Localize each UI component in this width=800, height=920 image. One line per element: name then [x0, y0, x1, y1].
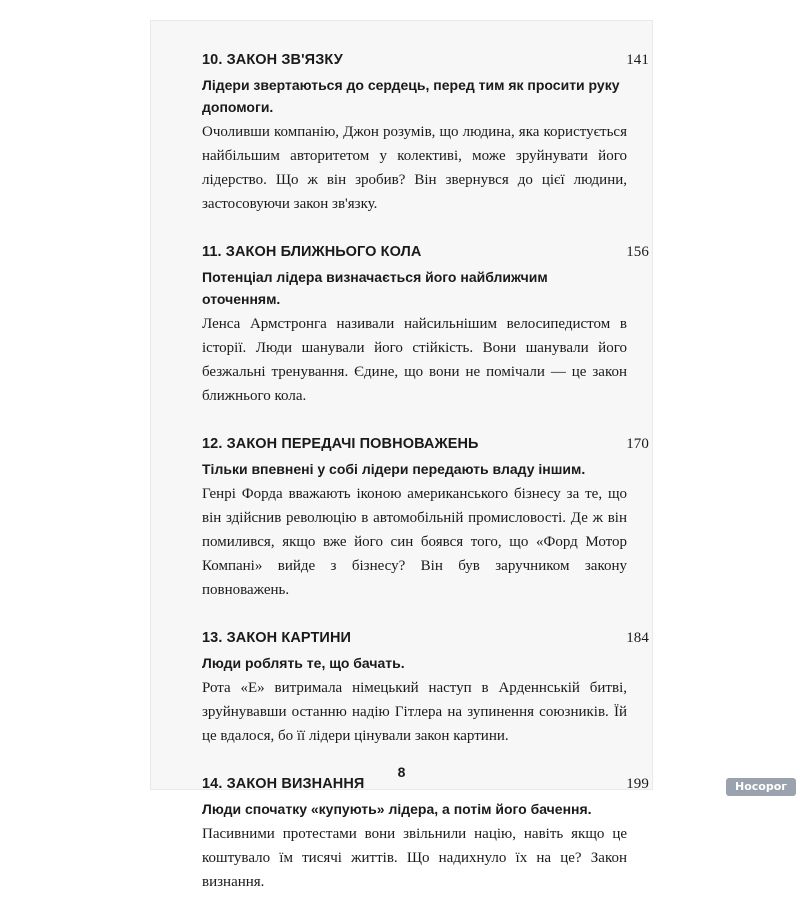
entry-page-number: 156 [626, 244, 649, 260]
page-number: 8 [397, 764, 406, 780]
contents-entry [202, 628, 649, 748]
entry-page-number: 199 [626, 776, 649, 792]
entry-lead: Потенціал лідера визначається його найближчим оточенням. [202, 269, 548, 307]
entry-lead: Тільки впевнені у собі лідери передають владу іншим. [202, 461, 586, 477]
entry-body: Ленса Армстронга називали найсильнішим велосипедистом в історії. Люди шанували його стійкість. Вони шанували його безжальні тренування. Єдине, що вони не помічали — це закон ближнього кола. [202, 316, 627, 404]
entry-title: 11. ЗАКОН БЛИЖНЬОГО КОЛА [202, 244, 422, 260]
entry-body: Рота «Е» витримала німецький наступ в Арденнській битві, зруйнувавши останню надію Гітлера на зупинення союзників. Їй це вдалося, бо її лідери цінували закон картини. [202, 680, 627, 744]
entry-heading [202, 242, 649, 262]
contents-entry [202, 242, 649, 408]
entry-body: Генрі Форда вважають іконою американського бізнесу за те, що він здійснив революцію в автомобільній промисловості. Де ж він помилився, якщо вже його син боявся того, що «Форд Мотор Компані» вийде з бізнесу? Він був заручником закону повноважень. [202, 486, 627, 598]
watermark-logo: Носорог [726, 778, 796, 796]
entry-title: 13. ЗАКОН КАРТИНИ [202, 630, 352, 646]
entry-lead: Лідери звертаються до сердець, перед тим як просити руку допомоги. [202, 77, 620, 115]
entry-heading [202, 434, 649, 454]
contents-list [202, 50, 649, 920]
entry-heading [202, 628, 649, 648]
entry-page-number: 184 [626, 630, 649, 646]
entry-title: 14. ЗАКОН ВИЗНАННЯ [202, 776, 365, 792]
entry-title: 12. ЗАКОН ПЕРЕДАЧІ ПОВНОВАЖЕНЬ [202, 436, 479, 452]
contents-entry [202, 50, 649, 216]
entry-page-number: 170 [626, 436, 649, 452]
entry-lead: Люди роблять те, що бачать. [202, 655, 405, 671]
entry-heading [202, 50, 649, 70]
entry-title: 10. ЗАКОН ЗВ'ЯЗКУ [202, 52, 343, 68]
entry-body: Очоливши компанію, Джон розумів, що людина, яка користується найбільшим авторитетом у колективі, може зруйнувати його лідерство. Що ж він зробив? Він звернувся до цієї людини, застосовуючи закон зв'язку. [202, 124, 627, 212]
contents-entry [202, 774, 649, 894]
book-page [150, 20, 653, 890]
entry-body: Пасивними протестами вони звільнили націю, навіть якщо це коштувало їм тисячі життів. Що надихнуло їх на це? Закон визнання. [202, 826, 627, 890]
entry-page-number: 141 [626, 52, 649, 68]
entry-lead: Люди спочатку «купують» лідера, а потім його бачення. [202, 801, 592, 817]
contents-entry [202, 434, 649, 602]
